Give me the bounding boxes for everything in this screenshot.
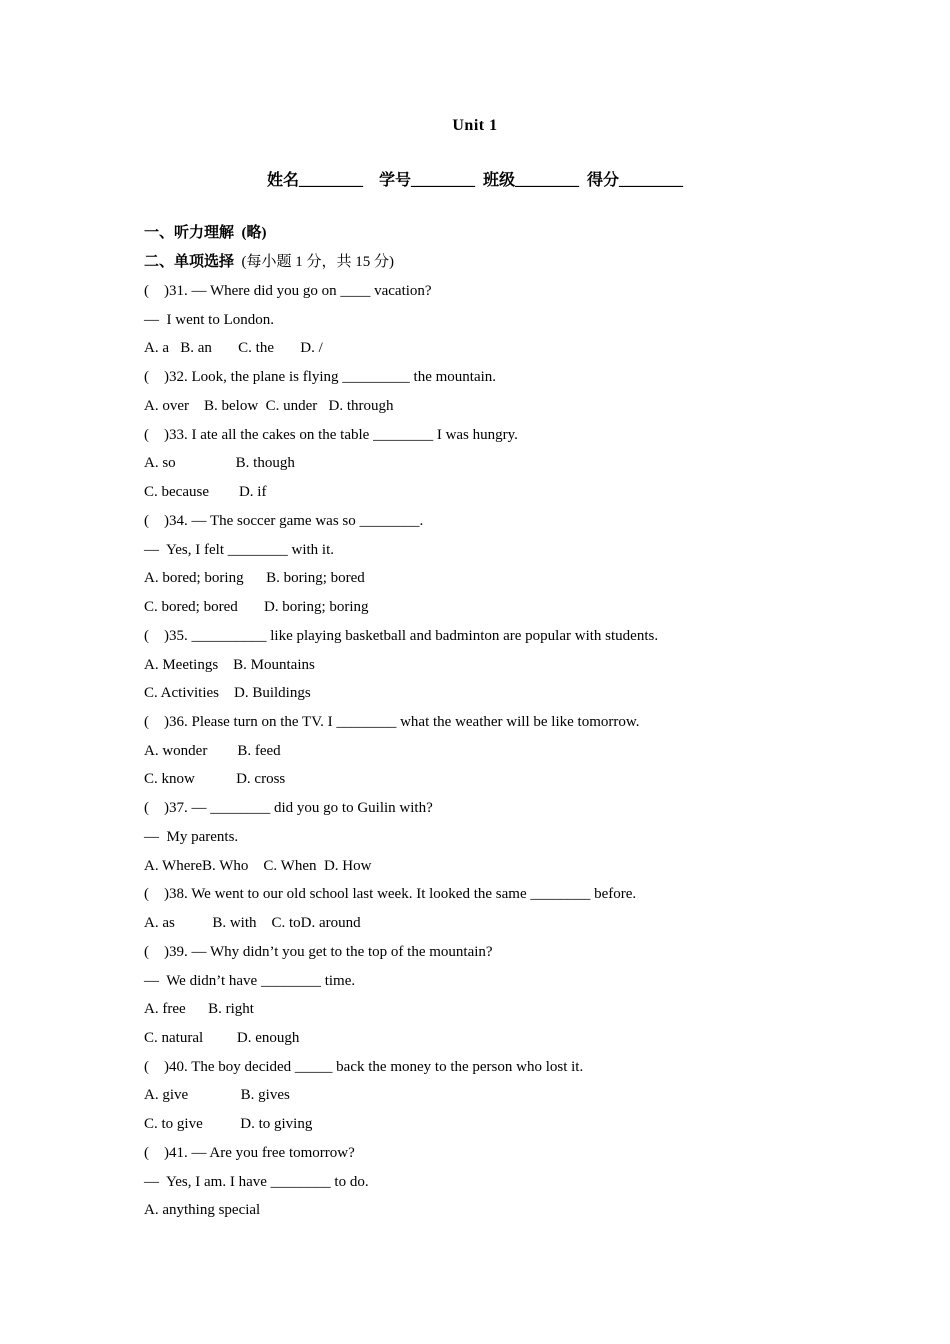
question-40: ( )40. The boy decided _____ back the money to the person who lost it. (144, 1059, 584, 1075)
options-line: C. because D. if (144, 484, 267, 500)
options-line: C. natural D. enough (144, 1030, 300, 1046)
question-35: ( )35. __________ like playing basketball and badminton are popular with students. (144, 628, 659, 644)
options-line: A. free B. right (144, 1001, 254, 1017)
question-36: ( )36. Please turn on the TV. I ________ what the weather will be like tomorrow. (144, 714, 640, 730)
question-32: ( )32. Look, the plane is flying _________ the mountain. (144, 369, 497, 385)
options-line: A. give B. gives (144, 1087, 290, 1103)
section-listening: 一、听力理解 (略) (144, 225, 267, 241)
options-line: A. bored; boring B. boring; bored (144, 570, 365, 586)
question-31: ( )31. — Where did you go on ____ vacation? (144, 283, 432, 299)
options-line: A. so B. though (144, 455, 295, 471)
section-choice-heading: 二、单项选择 (144, 254, 235, 270)
options-line: A. WhereB. Who C. When D. How (144, 858, 372, 874)
question-37: ( )37. — ________ did you go to Guilin with? (144, 800, 433, 816)
options-line: A. over B. below C. under D. through (144, 398, 394, 414)
question-39: ( )39. — Why didn’t you get to the top of the mountain? (144, 944, 493, 960)
question-41: ( )41. — Are you free tomorrow? (144, 1145, 355, 1161)
section-choice-note: (每小题 1 分，共 15 分) (234, 254, 395, 270)
options-line: A. wonder B. feed (144, 743, 281, 759)
question-33: ( )33. I ate all the cakes on the table ________ I was hungry. (144, 427, 518, 443)
options-line: A. a B. an C. the D. / (144, 340, 323, 356)
options-line: C. bored; bored D. boring; boring (144, 599, 369, 615)
section-choice (144, 252, 394, 272)
student-info-line: 姓名________ 学号________ 班级________ 得分________ (266, 172, 683, 189)
answer-line: — My parents. (144, 829, 239, 845)
options-line: C. to give D. to giving (144, 1116, 313, 1132)
options-line: C. Activities D. Buildings (144, 685, 311, 701)
question-34: ( )34. — The soccer game was so ________. (144, 513, 424, 529)
options-line: A. anything special (144, 1202, 261, 1218)
answer-line: — Yes, I am. I have ________ to do. (144, 1174, 369, 1190)
options-line: A. Meetings B. Mountains (144, 657, 315, 673)
answer-line: — Yes, I felt ________ with it. (144, 542, 335, 558)
answer-line: — I went to London. (144, 312, 274, 328)
answer-line: — We didn’t have ________ time. (144, 973, 356, 989)
options-line: A. as B. with C. toD. around (144, 915, 361, 931)
options-line: C. know D. cross (144, 771, 286, 787)
page-title: Unit 1 (452, 117, 498, 134)
question-38: ( )38. We went to our old school last week. It looked the same ________ before. (144, 886, 637, 902)
